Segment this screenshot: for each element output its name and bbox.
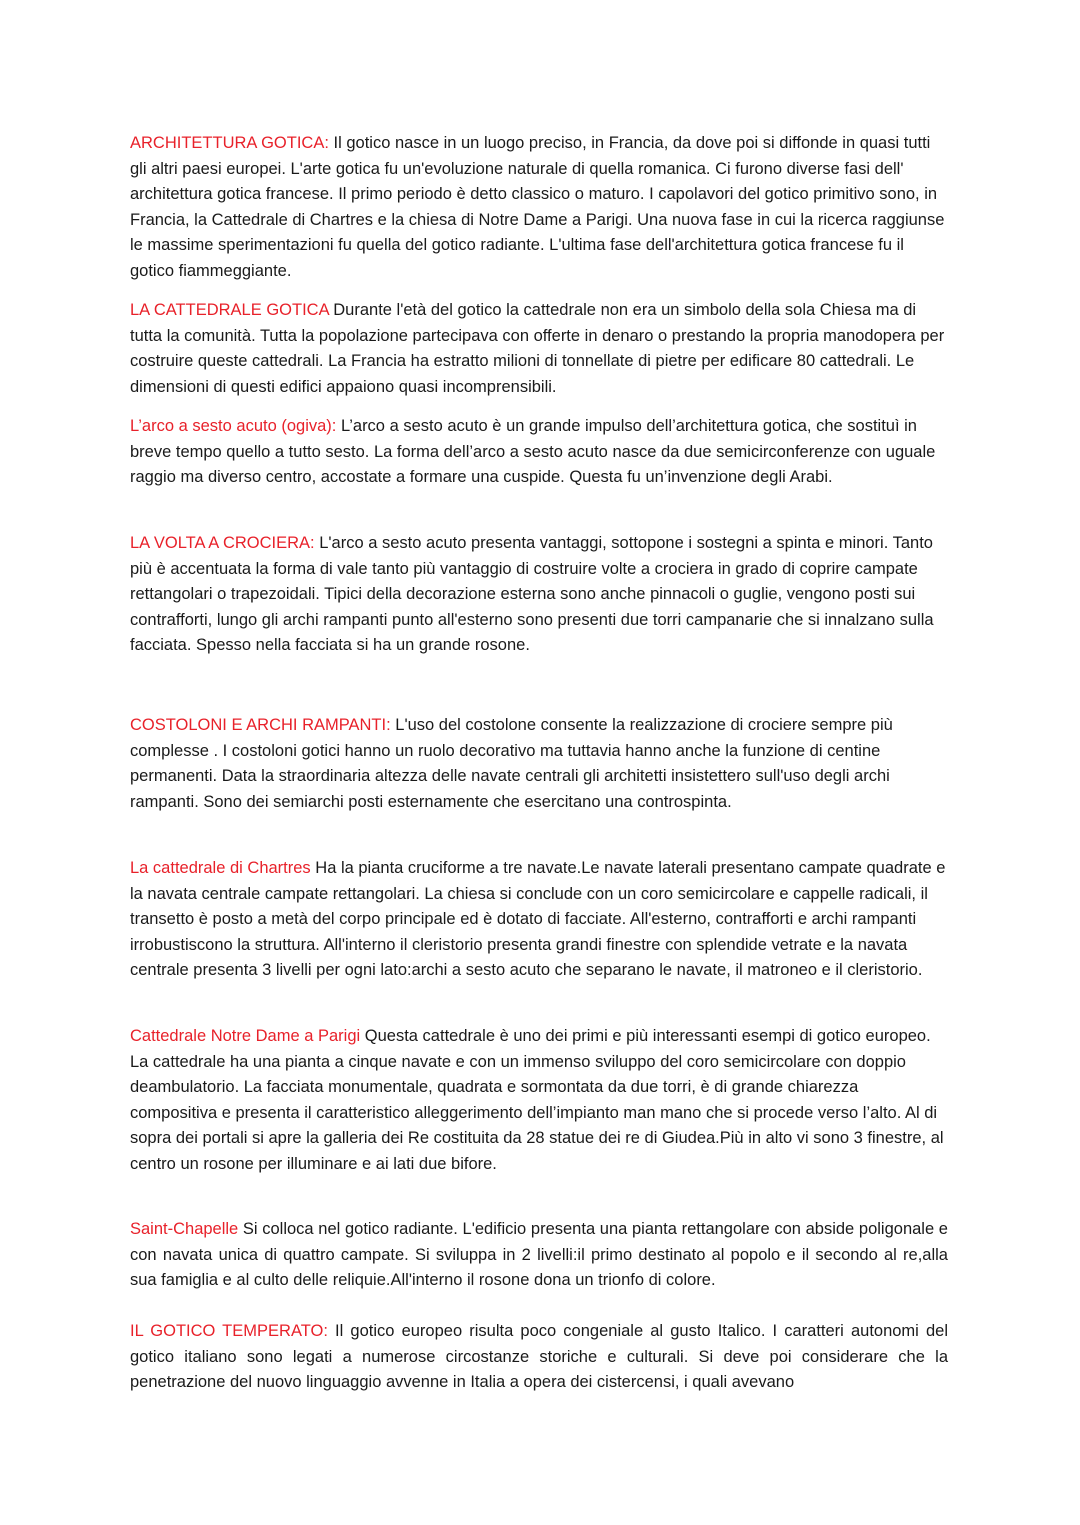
paragraph-body: Questa cattedrale è uno dei primi e più interessanti esempi di gotico europeo. La cattedrale ha una pianta a cinque navate e con un immenso sviluppo del coro semicircolare con doppio deambulatorio. La facciata monumentale, quadrata e sormontata da due torri, è di grande chiarezza compositiva e presenta il caratteristico alleggerimento dell’impianto man mano che si procede verso l’alto. Al di sopra dei portali si apre la galleria dei Re costituita da 28 statue dei re di Giudea.Più in alto vi sono 3 finestre, al centro un rosone per illuminare e ai lati due bifore. [130,1027,944,1173]
paragraph-body: Il gotico nasce in un luogo preciso, in Francia, da dove poi si diffonde in quasi tutti gli altri paesi europei. L'arte gotica fu un'evoluzione naturale di quella romanica. Ci furono diverse fasi dell' architettura gotica francese. Il primo periodo è detto classico o maturo. I capolavori del gotico primitivo sono, in Francia, la Cattedrale di Chartres e la chiesa di Notre Dame a Parigi. Una nuova fase in cui la ricerca raggiunse le massime sperimentazioni fu quella del gotico radiante. L'ultima fase dell'architettura gotica francese fu il gotico fiammeggiante. [130,134,945,280]
paragraph-arco-sesto-acuto [130,414,948,491]
paragraph-architettura-gotica [130,131,948,285]
paragraph-gotico-temperato [130,1319,948,1396]
paragraph-body: L'uso del costolone consente la realizzazione di crociere sempre più complesse . I costoloni gotici hanno un ruolo decorativo ma tuttavia hanno anche la funzione di centine permanenti. Data la straordinaria altezza delle navate centrali gli architetti insistettero sull'uso degli archi rampanti. Sono dei semiarchi posti esternamente che esercitano una controspinta. [130,716,893,811]
paragraph-heading: La cattedrale di Chartres [130,859,311,877]
paragraph-cattedrale-chartres [130,856,948,984]
paragraph-body: Il gotico europeo risulta poco congeniale al gusto Italico. I caratteri autonomi del gotico italiano sono legati a numerose circostanze storiche e culturali. Si deve poi considerare che la penetrazione del nuovo linguaggio avvenne in Italia a opera dei cistercensi, i quali avevano [130,1322,948,1392]
paragraph-body: Si colloca nel gotico radiante. L'edificio presenta una pianta rettangolare con abside poligonale e con navata unica di quattro campate. Si sviluppa in 2 livelli:il primo destinato al popolo e il secondo al re,alla sua famiglia e al culto delle reliquie.All'interno il rosone dona un trionfo di colore. [130,1220,948,1290]
paragraph-heading: L’arco a sesto acuto (ogiva): [130,417,337,435]
paragraph-volta-a-crociera [130,531,948,659]
paragraph-body: L'arco a sesto acuto presenta vantaggi, sottopone i sostegni a spinta e minori. Tanto più è accentuata la forma di vale tanto più vantaggio di costruire volte a crociera in grado di coprire campate rettangolari o trapezoidali. Tipici della decorazione esterna sono anche pinnacoli o guglie, vengono posti sui contrafforti, lungo gli archi rampanti punto all'esterno sono presenti due torri campanarie che si innalzano sulla facciata. Spesso nella facciata si ha un grande rosone. [130,534,934,655]
paragraph-costoloni-archi-rampanti [130,713,948,815]
paragraph-cattedrale-gotica [130,298,948,400]
paragraph-heading: LA CATTEDRALE GOTICA [130,301,329,319]
paragraph-body: Ha la pianta cruciforme a tre navate.Le navate laterali presentano campate quadrate e la navata centrale campate rettangolari. La chiesa si conclude con un coro semicircolare e cappelle radicali, il transetto è posto a metà del corpo principale ed è dotato di facciate. All'esterno, contrafforti e archi rampanti irrobustiscono la struttura. All'interno il cleristorio presenta grandi finestre con splendide vetrate e la navata centrale presenta 3 livelli per ogni lato:archi a sesto acuto che separano le navate, il matroneo e il cleristorio. [130,859,946,980]
paragraph-body: L’arco a sesto acuto è un grande impulso dell’architettura gotica, che sostituì in breve tempo quello a tutto sesto. La forma dell’arco a sesto acuto nasce da due semicirconferenze con uguale raggio ma diverso centro, accostate a formare una cuspide. Questa fu un’invenzione degli Arabi. [130,417,936,487]
paragraph-heading: ARCHITETTURA GOTICA: [130,134,329,152]
paragraph-heading: IL GOTICO TEMPERATO: [130,1322,328,1340]
paragraph-notre-dame-parigi [130,1024,948,1178]
paragraph-body: Durante l'età del gotico la cattedrale non era un simbolo della sola Chiesa ma di tutta la comunità. Tutta la popolazione partecipava con offerte in denaro o prestando la propria manodopera per costruire queste cattedrali. La Francia ha estratto milioni di tonnellate di pietre per edificare 80 cattedrali. Le dimensioni di questi edifici appaiono quasi incomprensibili. [130,301,945,396]
paragraph-heading: LA VOLTA A CROCIERA: [130,534,315,552]
paragraph-heading: Saint-Chapelle [130,1220,239,1238]
paragraph-heading: Cattedrale Notre Dame a Parigi [130,1027,361,1045]
paragraph-saint-chapelle [130,1217,948,1294]
paragraph-heading: COSTOLONI E ARCHI RAMPANTI: [130,716,391,734]
